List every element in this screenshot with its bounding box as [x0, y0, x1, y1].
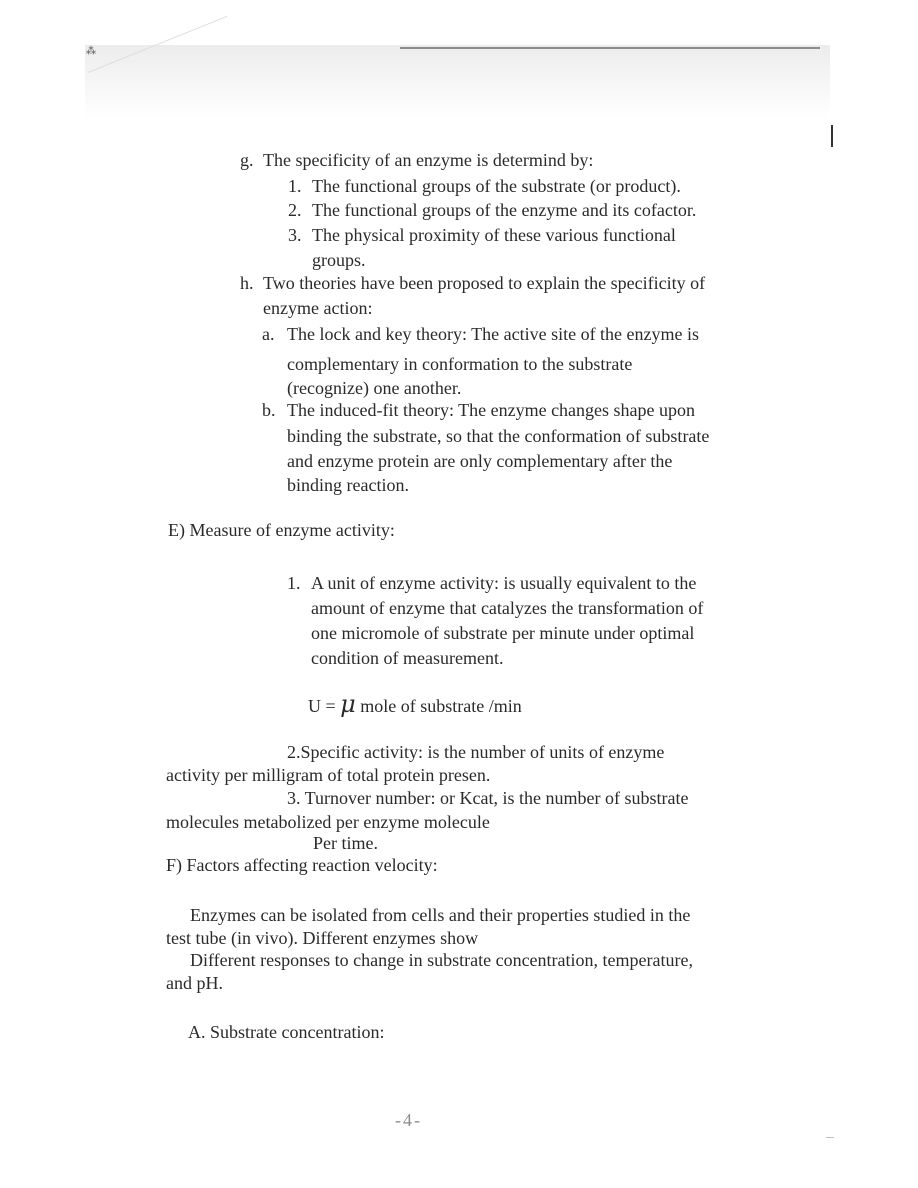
unit-formula — [308, 690, 522, 718]
item-hb-text-line-4: binding reaction. — [287, 475, 409, 495]
item-g2-text: The functional groups of the enzyme and its cofactor. — [312, 200, 697, 220]
item-g3-text-line-2: groups. — [312, 250, 366, 270]
paragraph-1-line-1: Enzymes can be isolated from cells and their properties studied in the — [190, 905, 691, 925]
paragraph-2-line-2: and pH. — [166, 973, 223, 993]
paragraph-2-line-1: Different responses to change in substrate concentration, temperature, — [190, 950, 693, 970]
item-ha-marker: a. — [262, 324, 275, 344]
item-e3-line-2: molecules metabolized per enzyme molecule — [166, 812, 490, 832]
item-hb-marker: b. — [262, 400, 276, 420]
item-e1-number: 1. — [287, 573, 301, 593]
item-h-text-line-1: Two theories have been proposed to explain the specificity of — [263, 273, 706, 293]
section-f-heading: F) Factors affecting reaction velocity: — [166, 855, 438, 875]
list-marker-h: h. — [240, 273, 254, 293]
item-g-text: The specificity of an enzyme is determind by: — [263, 150, 594, 170]
item-ha-text-line-1: The lock and key theory: The active site of the enzyme is — [287, 324, 700, 344]
page-number: -4- — [395, 1110, 422, 1130]
scan-speck — [826, 1137, 834, 1138]
item-e3-line-3: Per time. — [313, 833, 378, 853]
formula-rhs: mole of substrate /min — [360, 696, 522, 716]
item-ha-text-line-2: complementary in conformation to the substrate — [287, 354, 633, 374]
item-e1-text-line-4: condition of measurement. — [311, 648, 504, 668]
item-e2-line-2: activity per milligram of total protein presen. — [166, 765, 491, 785]
micro-symbol-handwritten: μ — [340, 690, 356, 718]
item-e1-text-line-2: amount of enzyme that catalyzes the transformation of — [311, 598, 704, 618]
item-e3-line-1: 3. Turnover number: or Kcat, is the number of substrate — [287, 788, 689, 808]
item-g3-text-line-1: The physical proximity of these various functional — [312, 225, 676, 245]
edge-mark — [831, 125, 833, 147]
item-g2-number: 2. — [288, 200, 302, 220]
item-hb-text-line-2: binding the substrate, so that the conformation of substrate — [287, 426, 710, 446]
item-hb-text-line-3: and enzyme protein are only complementary after the — [287, 451, 673, 471]
item-g3-number: 3. — [288, 225, 302, 245]
item-g1-text: The functional groups of the substrate (or product). — [312, 176, 681, 196]
item-e1-text-line-3: one micromole of substrate per minute under optimal — [311, 623, 695, 643]
list-marker-g: g. — [240, 150, 254, 170]
section-e-heading: E) Measure of enzyme activity: — [168, 520, 395, 540]
item-g1-number: 1. — [288, 176, 302, 196]
item-hb-text-line-1: The induced-fit theory: The enzyme changes shape upon — [287, 400, 696, 420]
formula-lhs: U = — [308, 696, 336, 716]
corner-speck: ⁂ — [86, 46, 96, 57]
item-ha-text-line-3: (recognize) one another. — [287, 378, 462, 398]
item-e1-text-line-1: A unit of enzyme activity: is usually equivalent to the — [311, 573, 697, 593]
item-e2-line-1: 2.Specific activity: is the number of units of enzyme — [287, 742, 665, 762]
item-h-text-line-2: enzyme action: — [263, 298, 373, 318]
header-rule — [400, 47, 820, 49]
subsection-a-heading: A. Substrate concentration: — [188, 1022, 385, 1042]
scan-shadow-band — [85, 45, 830, 120]
paragraph-1-line-2: test tube (in vivo). Different enzymes show — [166, 928, 479, 948]
